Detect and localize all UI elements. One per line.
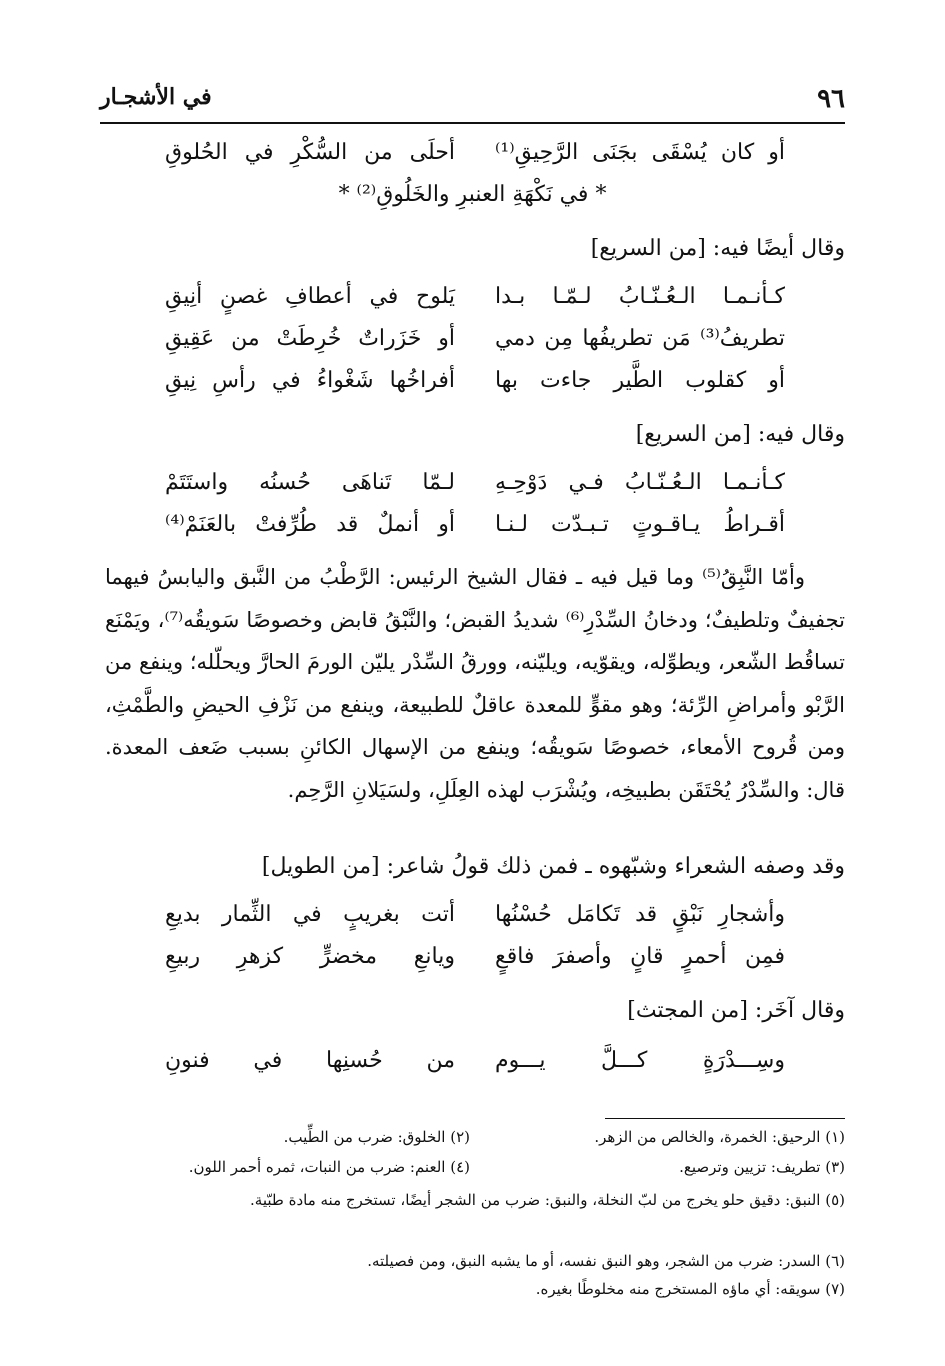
verse-second-hemistich: يَلوح في أعطافِ غصنٍ أنِيقِ [165, 284, 455, 309]
verse-first-hemistich: أقـراطُ يـاقـوتٍ تـبـدّت لـنـا [495, 512, 785, 537]
verse-second-hemistich: لـمّا تَناهَى حُسنُه واستَتَمْ [165, 470, 455, 495]
footnote [679, 1158, 845, 1176]
verse-second-hemistich: ويانعِ مخضرٍّ كزهرِ ربيعِ [165, 944, 455, 969]
footnote-text: السدر: ضرب من الشجر، وهو النبق نفسه، أو ما يشبه النبق، ومن فصيلته. [367, 1252, 821, 1270]
footnote [536, 1280, 845, 1298]
verse-second-hemistich: أو أنملٌ قد طُرِّفتْ بالعَنَمْ⁽⁴⁾ [165, 512, 455, 537]
footnote-text: تطريف: تزيين وترصيع. [679, 1158, 821, 1176]
running-title: في الأشجـار [100, 84, 212, 110]
verse-first-hemistich: وسِـــدْرَةٍ كـــلَّ يـــوم [495, 1048, 785, 1073]
verse-first-hemistich: وأشجارِ نَبْقٍ قد تَكامَل حُسْنُها [495, 902, 785, 927]
footnote-rule [605, 1118, 845, 1119]
verse-first-hemistich: تطريفُ⁽³⁾ مَن تطريفُها مِن دمي [495, 326, 785, 351]
verse [105, 368, 845, 408]
verse [105, 326, 845, 366]
verse [105, 470, 845, 510]
page-number: ٩٦ [817, 84, 845, 114]
footnote [189, 1158, 470, 1176]
verse-second-hemistich: أفراخُها شَغْواءُ في رأسِ نِيقِ [165, 368, 455, 393]
footnote-number: (٤) [450, 1158, 470, 1176]
footnote-number: (١) [825, 1128, 845, 1146]
footnote-number: (٧) [825, 1280, 845, 1298]
verse-intro: وقال أيضًا فيه: [من السريع] [590, 236, 845, 261]
verse [105, 140, 845, 180]
verse-first-hemistich: فمِن أحمرٍ قانٍ وأصفرَ فاقعٍ [495, 944, 785, 969]
verse-second-hemistich: أتت بغريبٍ في الثِّمار بديعِ [165, 902, 455, 927]
footnote-number: (٣) [825, 1158, 845, 1176]
header-rule [100, 122, 845, 124]
verse-second-hemistich: أو خَزَراتٌ خُرِطَتْ من عَقِيقِ [165, 326, 455, 351]
prose-paragraph: وأمّا النَّبِقُ⁽⁵⁾ وما قيل فيه ـ فقال الشيخ الرئيس: الرَّطْبُ من النَّبق واليابسُ فيهما تجفيفٌ وتلطيفٌ؛ ودخانُ السِّدْرِ⁽⁶⁾ شديدُ القبض؛ والنَّبْقُ قابض وخصوصًا سَويقُه⁽⁷⁾، ويَمْنَع تساقُط الشّعر، ويطوِّله، ويقوّيه، ويليّنه، وورقُ السِّدْر يليّن الورمَ الحارَّ ويحلّله؛ وينفع من الرَّبْو وأمراضِ الرِّئة؛ وهو مقوٍّ للمعدة عاقلٌ للطبيعة، وينفع من نَزْفِ الحيضِ والطَّمْثِ، ومن قُروح الأمعاء، خصوصًا سَويقُه؛ وينفع من الإسهال الكائنِ بسبب ضَعف المعدة. قال: والسِّدْرُ يُحْتَقَن بطبيخِه، ويُشْرَب لهذه العِلَلِ، ولسَيَلانِ الرَّحِم. [105, 565, 845, 802]
verse-second-hemistich: من حُسنِها في فنونِ [165, 1048, 455, 1073]
footnote [594, 1128, 845, 1146]
footnote [367, 1252, 845, 1270]
verse-center-line: * في نَكْهَةِ العنبرِ والخَلُوقِ⁽²⁾ * [338, 182, 607, 207]
verse [105, 284, 845, 324]
verse [105, 944, 845, 984]
verse [105, 902, 845, 942]
footnote [105, 1186, 845, 1214]
footnote-text: الخلوق: ضرب من الطِّيب. [283, 1128, 446, 1146]
verse-first-hemistich: كـأنـمـا الـعُـنّـابُ فـي دَوْحِـهِ [495, 470, 785, 495]
verse [105, 512, 845, 552]
footnote-number: (٢) [450, 1128, 470, 1146]
footnote-text: الرحيق: الخمرة، والخالص من الزهر. [594, 1128, 821, 1146]
verse [105, 1048, 845, 1088]
footnote [284, 1128, 470, 1146]
footnote-text: النبق: دقيق حلو يخرج من لبّ النخلة، والنبق: ضرب من الشجر أيضًا، تستخرج منه مادة طبّية. [250, 1191, 821, 1209]
verse-intro: وقد وصفه الشعراء وشبّهوه ـ فمن ذلك قولُ شاعر: [من الطويل] [261, 854, 845, 879]
footnote-number: (٥) [825, 1191, 845, 1209]
footnote-number: (٦) [825, 1252, 845, 1270]
verse-first-hemistich: كـأنـمـا الـعُـنّـابُ لـمّـا بـدا [495, 284, 785, 309]
verse-first-hemistich: أو كان يُسْقَى بجَنَى الرَّحِيقِ⁽¹⁾ [495, 140, 785, 165]
footnote-text: العنم: ضرب من النبات، ثمره أحمر اللون. [188, 1158, 446, 1176]
verse-first-hemistich: أو كقلوب الطَّير جاءت بها [495, 368, 785, 393]
footnote-text: سويقه: أي ماؤه المستخرج منه مخلوطًا بغيره. [535, 1280, 821, 1298]
verse-intro: وقال فيه: [من السريع] [635, 422, 845, 447]
verse-second-hemistich: أحلَى من السُّكْرِ في الحُلوقِ [165, 140, 455, 165]
verse-intro: وقال آخَر: [من المجتث] [627, 998, 845, 1023]
